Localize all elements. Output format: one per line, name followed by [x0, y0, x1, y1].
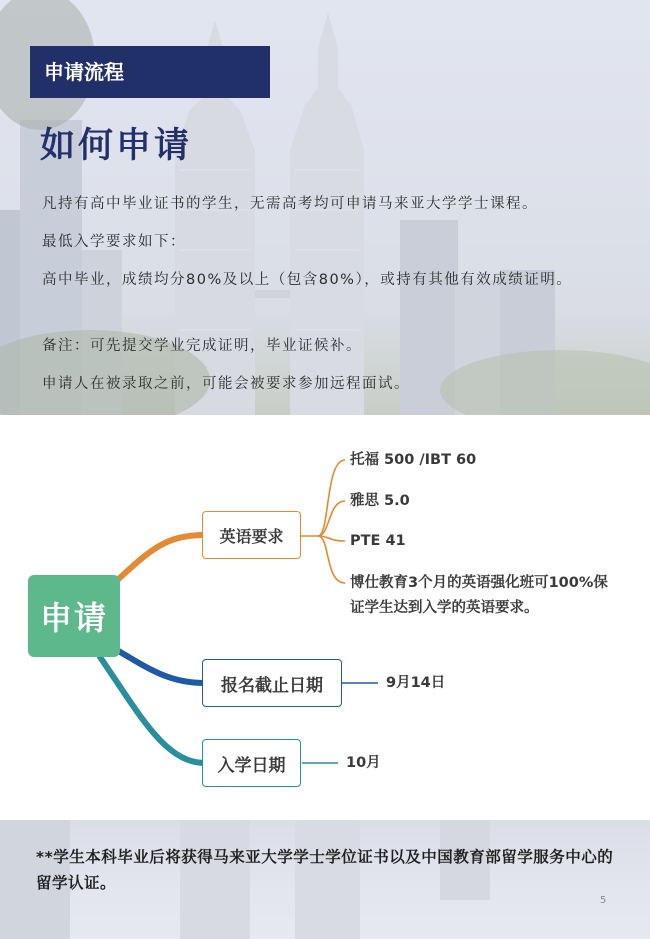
- mind-map-root: 申请: [28, 575, 120, 657]
- mind-map: [0, 415, 650, 820]
- intro-paragraph-2: 最低入学要求如下：: [42, 234, 186, 250]
- page-number: 5: [600, 895, 607, 906]
- node-application-deadline: 报名截止日期: [202, 659, 342, 707]
- footer-note: **学生本科毕业后将获得马来亚大学学士学位证书以及中国教育部留学服务中心的留学认证。: [36, 848, 614, 892]
- intro-paragraph-5: 申请人在被录取之前，可能会被要求参加远程面试。: [42, 376, 410, 392]
- page-title: 如何申请: [40, 126, 193, 166]
- leaf-pte: PTE 41: [350, 533, 406, 549]
- node-enrollment-date: 入学日期: [202, 739, 301, 787]
- intro-paragraph-1: 凡持有高中毕业证书的学生，无需高考均可申请马来亚大学学士课程。: [42, 196, 538, 212]
- node-english-requirement: 英语要求: [202, 511, 301, 559]
- enrollment-value: 10月: [346, 755, 381, 771]
- footer-background: [0, 820, 650, 939]
- leaf-ielts: 雅思 5.0: [350, 493, 410, 509]
- intro-paragraph-4: 备注：可先提交学业完成证明，毕业证候补。: [42, 338, 362, 354]
- section-tag: 申请流程: [30, 46, 270, 98]
- deadline-value: 9月14日: [386, 675, 446, 691]
- leaf-english-course: 博仕教育3个月的英语强化班可100%保证学生达到入学的英语要求。: [350, 575, 608, 616]
- leaf-toefl: 托福 500 /IBT 60: [350, 452, 477, 468]
- intro-paragraph-3: 高中毕业，成绩均分80%及以上（包含80%），或持有其他有效成绩证明。: [42, 272, 573, 288]
